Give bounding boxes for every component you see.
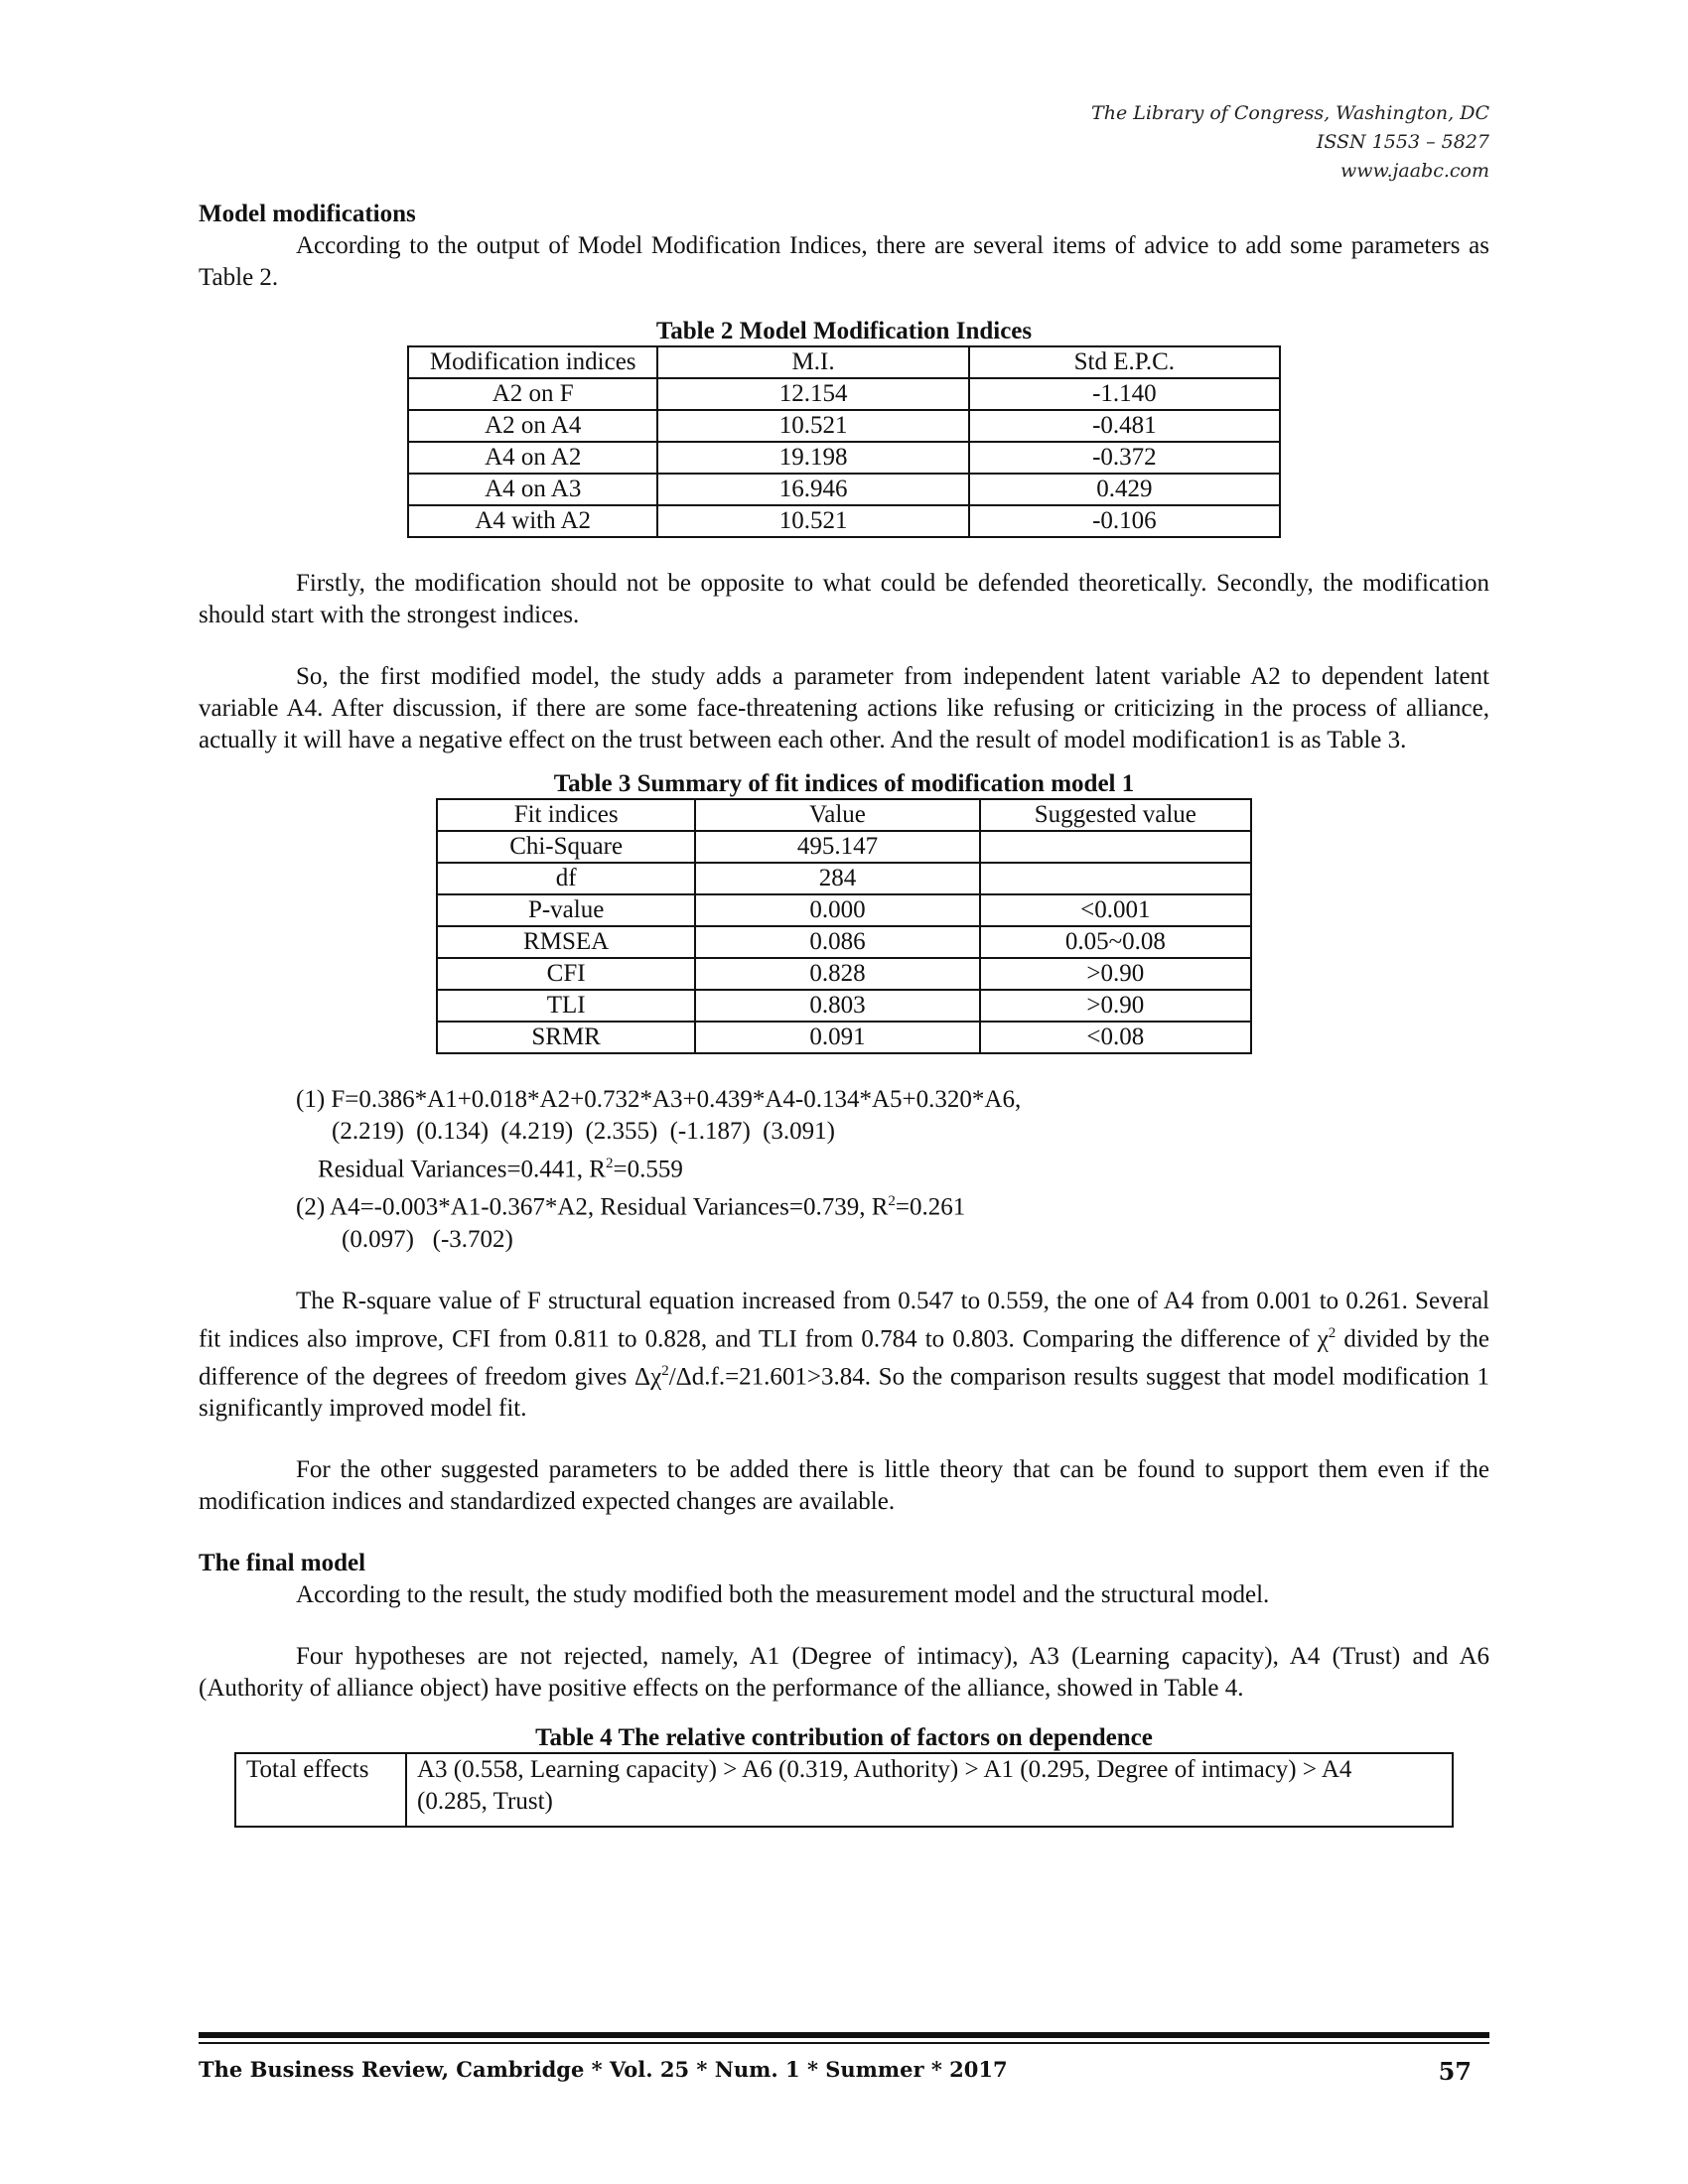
table-cell: <0.08 [980,1022,1251,1053]
footer-rule-thick [199,2032,1489,2038]
footer-journal: The Business Review, Cambridge * Vol. 25 * Num. 1 * Summer * 2017 [199,2057,1008,2082]
table-cell: df [437,863,695,894]
page-footer [199,2057,1489,2086]
table-cell: 0.429 [969,474,1280,505]
table-cell: 0.091 [695,1022,979,1053]
table-cell: 0.803 [695,990,979,1022]
table-row [408,442,1280,474]
table-cell: RMSEA [437,926,695,958]
superscript: 2 [1328,1324,1336,1341]
table-cell: -1.140 [969,378,1280,410]
equation-2 [296,1185,1489,1223]
table-cell: 16.946 [657,474,968,505]
table-header-cell: Value [695,799,979,831]
equation-1-residual-end: =0.559 [613,1156,683,1183]
page-content [199,199,1489,1828]
table-cell: <0.001 [980,894,1251,926]
table-header-row [408,346,1280,378]
table-cell: 0.086 [695,926,979,958]
table-cell: 0.05~0.08 [980,926,1251,958]
table-cell: SRMR [437,1022,695,1053]
table-cell: -0.372 [969,442,1280,474]
table-row [437,863,1251,894]
equation-2-tvalues: (0.097) (-3.702) [342,1225,513,1253]
table-cell: P-value [437,894,695,926]
table-cell: A2 on F [408,378,657,410]
table-cell: A2 on A4 [408,410,657,442]
table-cell: -0.106 [969,505,1280,537]
equation-2-text: (2) A4=-0.003*A1-0.367*A2, Residual Variances=0.739, R [296,1193,889,1221]
superscript: 2 [888,1193,896,1210]
table2-caption: Table 2 Model Modification Indices [655,318,1033,344]
table-cell: A4 on A3 [408,474,657,505]
table-cell: TLI [437,990,695,1022]
table-header-cell: Suggested value [980,799,1251,831]
paragraph: So, the first modified model, the study adds a parameter from independent latent variable A2 to dependent latent variable A4. After discussion, if there are some face-threatening actions like refusing or criticizing in the process of alliance, actually it will have a negative effect on the trust between each other. And the result of model modification1 is as Table 3. [199,663,1489,753]
table-cell [980,863,1251,894]
table-row [437,894,1251,926]
table-row [437,1022,1251,1053]
equation-2-end: =0.261 [895,1193,966,1221]
page-header [1091,99,1489,186]
header-line-2: ISSN 1553 – 5827 [1316,131,1489,153]
table-header-row [437,799,1251,831]
equation-1-tvalues: (2.219) (0.134) (4.219) (2.355) (-1.187) (3.091) [332,1118,835,1145]
paragraph-part: The R-square value of F structural equation increased from 0.547 to 0.559, the one of A4 from 0.001 to 0.261. Several fit indices also improve, CFI from 0.811 to 0.828, and TLI from 0.784 to 0.803. Comparing the difference of χ [199,1287,1489,1352]
equation-1-residual [296,1148,1489,1185]
table-cell: 19.198 [657,442,968,474]
table-cell: 284 [695,863,979,894]
paragraph: According to the result, the study modified both the measurement model and the structural model. [296,1581,1270,1609]
paragraph: Four hypotheses are not rejected, namely, A1 (Degree of intimacy), A3 (Learning capacity), A4 (Trust) and A6 (Authority of alliance object) have positive effects on the performance of the alliance, showed in Table 4. [199,1643,1489,1703]
table3-caption: Table 3 Summary of fit indices of modification model 1 [553,770,1135,797]
table-row [235,1753,1453,1827]
table-cell: Chi-Square [437,831,695,863]
table-header-cell: M.I. [657,346,968,378]
table-cell: CFI [437,958,695,990]
table4-value: A3 (0.558, Learning capacity) > A6 (0.319, Authority) > A1 (0.295, Degree of intimacy) > A4 (0.285, Trust) [406,1753,1453,1827]
table-header-cell: Modification indices [408,346,657,378]
table-row [408,410,1280,442]
equation-1: (1) F=0.386*A1+0.018*A2+0.732*A3+0.439*A4-0.134*A5+0.320*A6, [296,1086,1022,1113]
section-title-model-modifications: Model modifications [199,201,416,227]
table-cell: 12.154 [657,378,968,410]
table-cell: 10.521 [657,505,968,537]
paragraph: According to the output of Model Modification Indices, there are several items of advice to add some parameters as Table 2. [199,232,1489,291]
table-cell: 495.147 [695,831,979,863]
table-row [437,958,1251,990]
table-cell: >0.90 [980,990,1251,1022]
superscript: 2 [661,1362,669,1379]
paragraph [199,1286,1489,1426]
equation-1-residual-text: Residual Variances=0.441, R [318,1156,606,1183]
equations [199,1084,1489,1256]
table-row [437,831,1251,863]
header-line-1: The Library of Congress, Washington, DC [1091,102,1489,124]
section-title-final-model: The final model [199,1550,366,1577]
table-row [408,474,1280,505]
table-row [437,990,1251,1022]
table-cell: 10.521 [657,410,968,442]
table-cell: >0.90 [980,958,1251,990]
table-cell: A4 with A2 [408,505,657,537]
table4-label: Total effects [235,1753,406,1827]
header-line-3: www.jaabc.com [1339,160,1489,182]
paragraph-part: /Δd.f.=21.601>3.84. So the comparison results suggest that model modification 1 significantly improved model fit. [199,1363,1489,1423]
superscript: 2 [605,1156,614,1171]
table-cell: 0.828 [695,958,979,990]
paragraph-part: divided by the difference of the degrees of freedom gives Δχ [199,1324,1489,1391]
table-row [408,505,1280,537]
table3 [436,798,1252,1054]
table-header-cell: Std E.P.C. [969,346,1280,378]
table-row [437,926,1251,958]
table-cell: A4 on A2 [408,442,657,474]
table-cell: 0.000 [695,894,979,926]
table-row [408,378,1280,410]
table4-caption: Table 4 The relative contribution of factors on dependence [535,1724,1153,1752]
footer-rule-thin [199,2042,1489,2044]
paragraph: For the other suggested parameters to be added there is little theory that can be found to support them even if the modification indices and standardized expected changes are available. [199,1456,1489,1516]
table-header-cell: Fit indices [437,799,695,831]
table4 [234,1752,1454,1828]
table-cell [980,831,1251,863]
table-cell: -0.481 [969,410,1280,442]
table2 [407,345,1281,538]
paragraph: Firstly, the modification should not be opposite to what could be defended theoretically. Secondly, the modification should start with the strongest indices. [199,570,1489,628]
page-number: 57 [1438,2057,1472,2086]
